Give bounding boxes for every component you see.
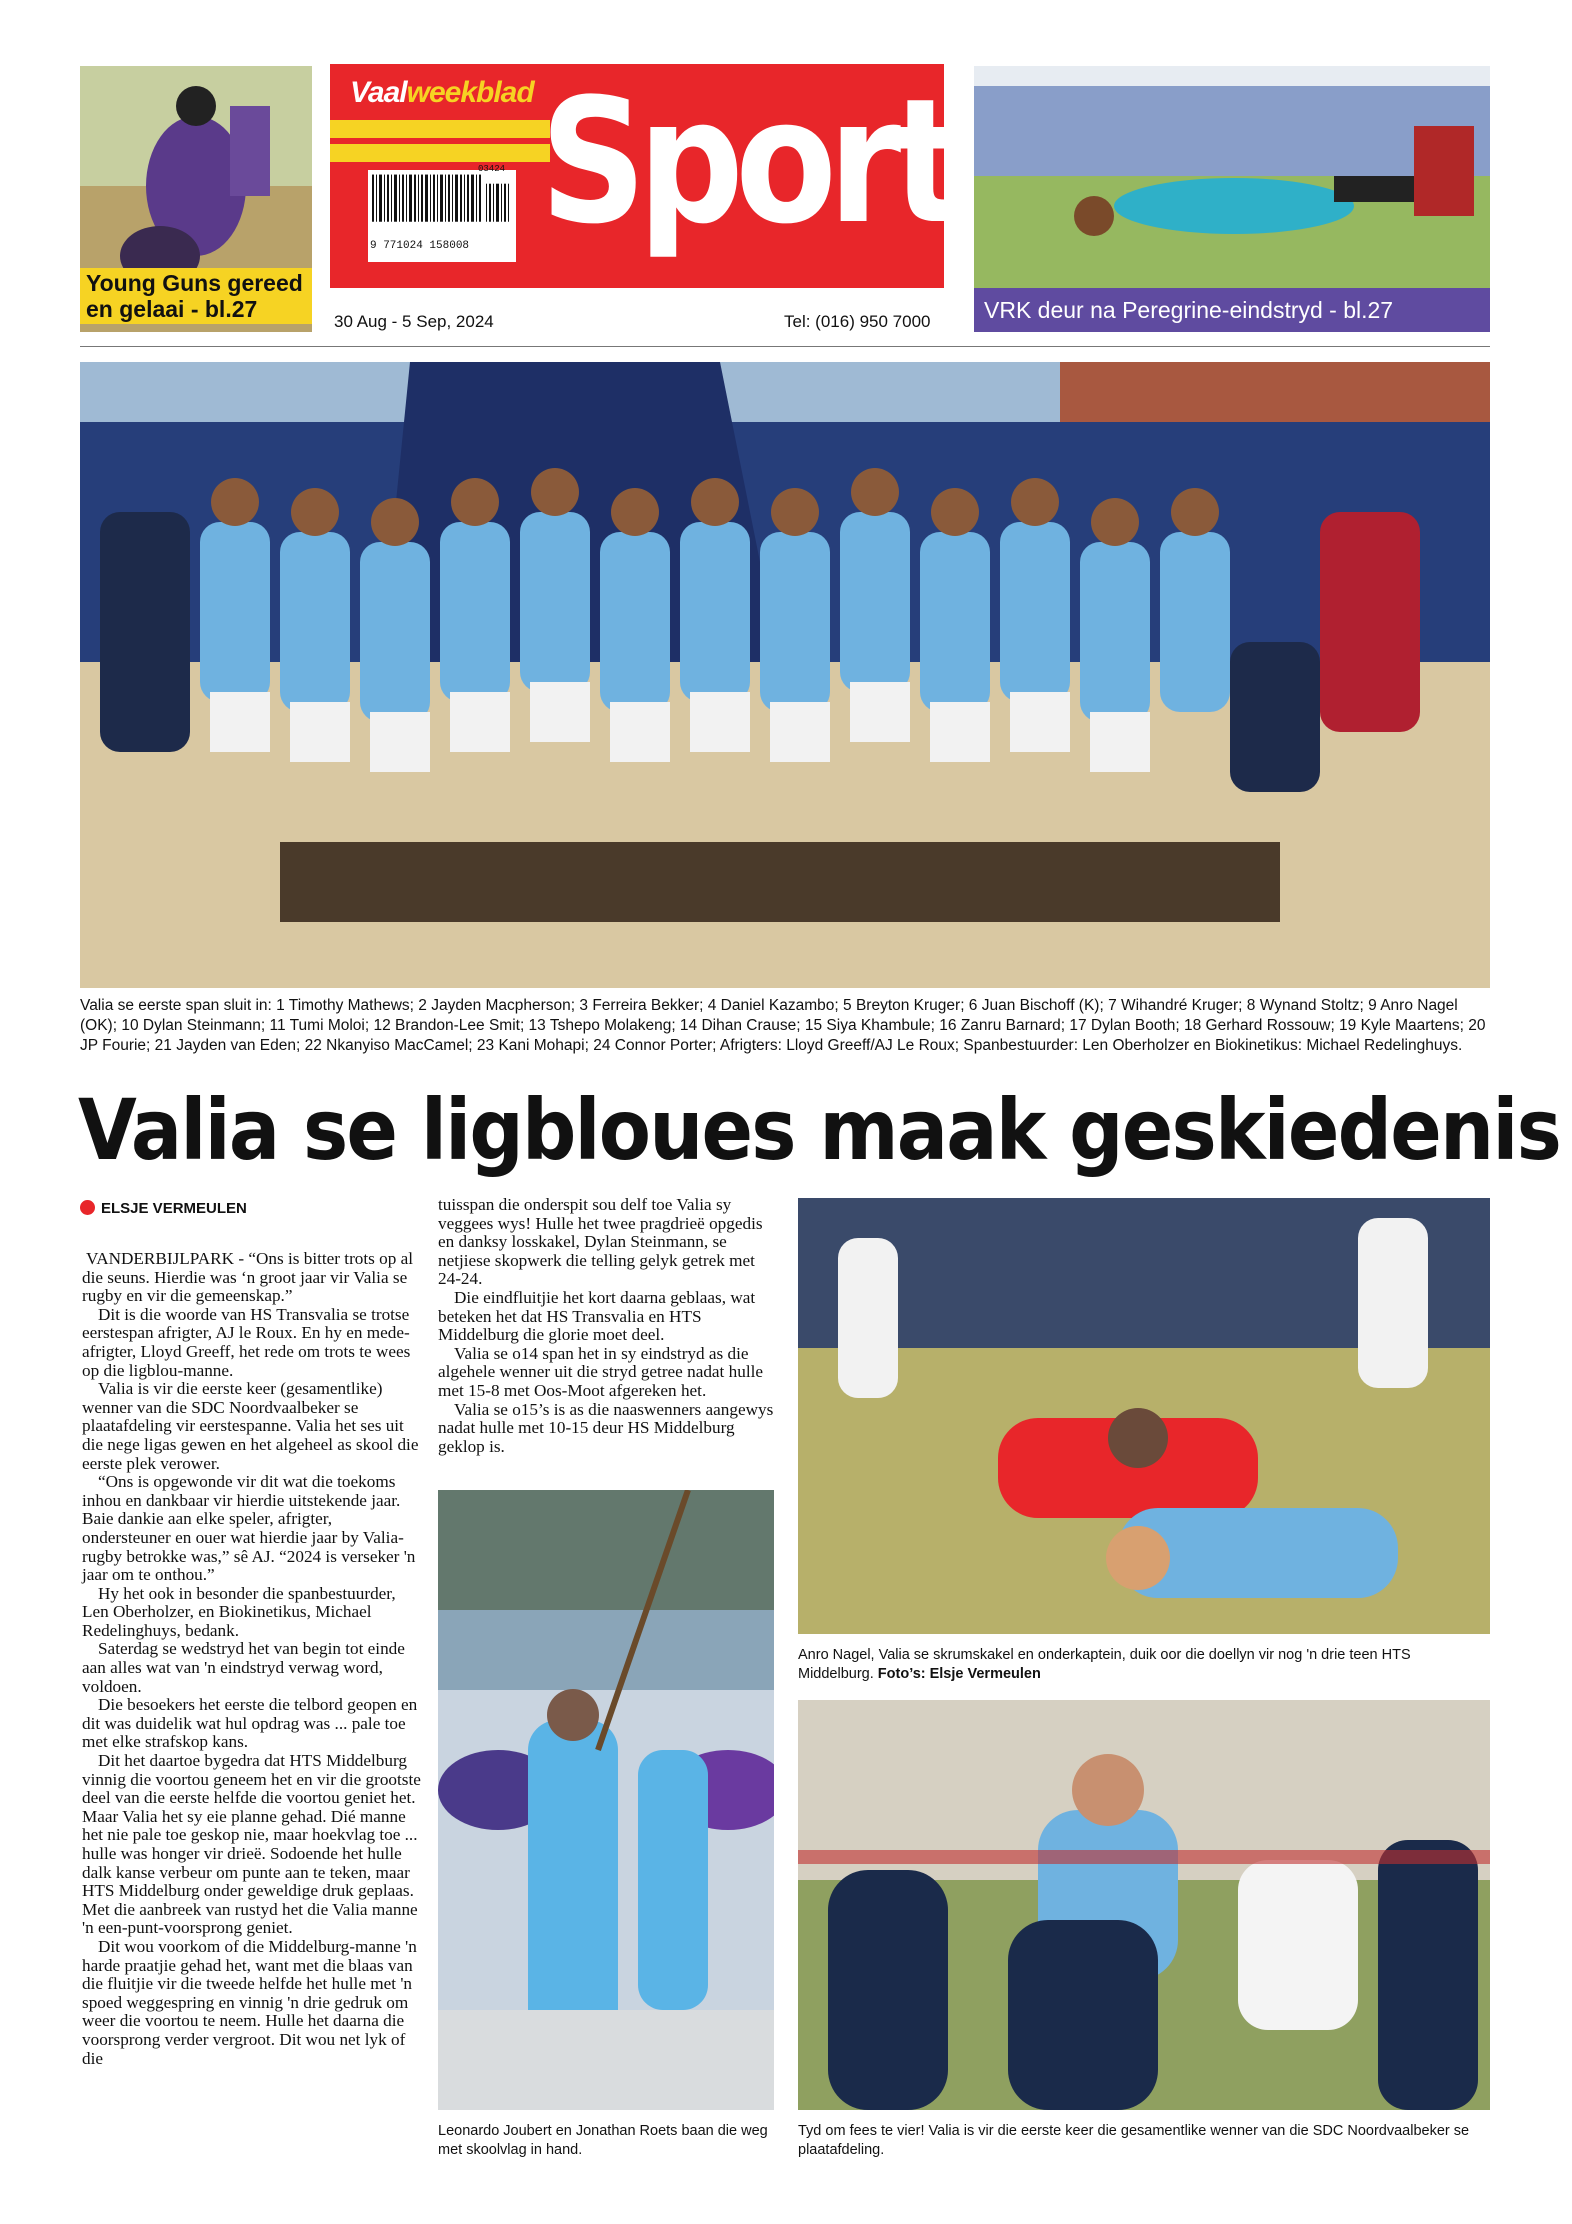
section-title: Sport (540, 61, 955, 262)
brand-vaal: Vaal (350, 76, 407, 109)
celebration-photo (798, 1700, 1490, 2110)
brand-weekblad: weekblad (406, 76, 534, 109)
masthead (330, 61, 955, 288)
paragraph: Saterdag se wedstryd het van begin tot einde aan alles wat van 'n eindstryd verwag word, voldoen. (82, 1639, 405, 1696)
paragraph: Valia se o14 span het in sy eindstryd as die algehele wenner uit die stryd getree nadat hulle met 15-8 met Oos-Moot afgereken het. (438, 1343, 763, 1400)
paragraph: Die eindfluitjie het kort daarna geblaas, wat beteken het dat HS Transvalia en HTS Middelburg die glorie moet deel. (438, 1287, 756, 1345)
paragraph: Valia se o15’s is as die naaswenners aangewys nadat hulle met 10-15 deur HS Middelburg geklop is. (438, 1399, 774, 1456)
team-celebration-photo (80, 362, 1490, 988)
promo-right-caption[interactable]: VRK deur na Peregrine-eindstryd - bl.27 (974, 288, 1490, 332)
article-column-2 (438, 1196, 778, 1456)
issue-code: 03424 (478, 164, 506, 174)
celebration-photo-caption: Tyd om fees te vier! Valia is vir die eerste keer die gesamentlike wenner van die SDC Noordvaalbeker se plaatafdeling. (798, 2123, 1470, 2158)
article-headline: Valia se ligbloues maak geskiedenis (78, 1081, 1561, 1179)
paragraph: “Ons is opgewonde vir dit wat die toekoms inhou en dankbaar vir hierdie uitstekende jaar. Baie dankie aan elke speler, afrigter, ondersteuner en ouer wat hierdie jaar by Valia-rugby betrokke was,” sê AJ. “2024 is verseker 'n jaar om te onthou.” (82, 1472, 416, 1585)
masthead-stripe (330, 144, 550, 162)
flag-photo-caption: Leonardo Joubert en Jonathan Roets baan die weg met skoolvlag in hand. (438, 2123, 768, 2158)
paragraph: Dit wou voorkom of die Middelburg-manne 'n harde praatjie gehad het, want met die blaas van die fluitjie vir die tweede helfde het hulle met 'n spoed weggespring en vinnig 'n drie gedruk om weer die voortou te neem. Hulle het daarna die voorsprong verder vergroot. Dit wou net lyk of die (82, 1936, 417, 2068)
promo-left-caption[interactable] (80, 268, 312, 324)
promo-photo-vrk-try (974, 66, 1490, 288)
team-photo-caption: Valia se eerste span sluit in: 1 Timothy Mathews; 2 Jayden Macpherson; 3 Ferreira Bekker; 4 Daniel Kazambo; 5 Breyton Kruger; 6 Juan Bischoff (K); 7 Wihandré Kruger; 8 Wynand Stoltz; 9 Anro Nagel (OK); 10 Dylan Steinmann; 11 Tumi Moloi; 12 Brandon-Lee Smit; 13 Tshepo Molakeng; 14 Dihan Crause; 15 Siya Khambule; 16 Zanru Barnard; 17 Dylan Booth; 18 Gerhard Rossouw; 19 Kyle Maartens; 20 JP Fourie; 21 Jayden van Eden; 22 Nkanyiso MacCamel; 23 Kani Mohapi; 24 Connor Porter; Afrigters: Lloyd Greeff/AJ Le Roux; Spanbestuurder: Len Oberholzer en Biokinetikus: Michael Redelinghuys. (80, 997, 1486, 1054)
telephone: Tel: (016) 950 7000 (784, 312, 931, 331)
article-column-1 (82, 1250, 422, 2068)
try-photo-caption (798, 1646, 1490, 1684)
paragraph: Hy het ook in besonder die spanbestuurder, Len Oberholzer, en Biokinetikus, Michael Redelinghuys, bedank. (82, 1583, 396, 1640)
brand-logo (350, 76, 534, 110)
paragraph: Valia is vir die eerste keer (gesamentlike) wenner van die SDC Noordvaalbeker se plaatafdeling vir eerstespanne. Valia het ses uit die nege ligas gewen en het algeheel as skool die eerste plek verower. (82, 1379, 419, 1473)
try-dive-photo (798, 1198, 1490, 1634)
divider (80, 346, 1490, 347)
bullet-icon (80, 1200, 95, 1215)
flag-bearer-photo (438, 1490, 774, 2110)
issue-date: 30 Aug - 5 Sep, 2024 (334, 312, 494, 331)
promo-left-caption-line2: en gelaai - bl.27 (86, 296, 258, 322)
masthead-stripe (330, 120, 550, 138)
paragraph: tuisspan die onderspit sou delf toe Valia sy veggees wys! Hulle het twee pragdrieë opgedis en danksy losskakel, Dylan Steinmann, se netjiese skopwerk die telling gelyk getrek met 24-24. (438, 1195, 763, 1289)
paragraph: Dit het daartoe bygedra dat HTS Middelburg vinnig die voortou geneem het en vir die grootste deel van die eerste helfde die voortou geniet het. Maar Valia het sy eie planne gehad. Dié manne het nie pale toe geskop nie, maar hoekvlag toe ... hulle was honger vir drieë. Sodoende het hulle dalk kanse verbeur om punte aan te teken, maar HTS Middelburg onder geweldige druk geplaas. Met die aanbreek van rustyd het die Valia manne 'n een-punt-voorsprong geniet. (82, 1751, 421, 1938)
paragraph: VANDERBIJLPARK - “Ons is bitter trots op al die seuns. Hierdie was ‘n groot jaar vir Valia se rugby en vir die gemeenskap.” (82, 1249, 414, 1306)
try-caption-text: Anro Nagel, Valia se skrumskakel en onderkaptein, duik oor die doellyn vir nog 'n drie teen HTS Middelburg. (798, 1647, 1411, 1682)
byline (80, 1200, 247, 1217)
barcode-number: 9 771024 158008 (370, 240, 470, 252)
paragraph: Die besoekers het eerste die telbord geopen en dit was duidelik wat hul opdrag was ... pale toe met elke strafskop kans. (82, 1695, 418, 1752)
paragraph: Dit is die woorde van HS Transvalia se trotse eerstespan afrigter, AJ le Roux. En hy en mede-afrigter, Lloyd Greeff, het rede om trots te wees op die ligblou-manne. (82, 1304, 411, 1380)
promo-left-caption-line1: Young Guns gereed (86, 270, 303, 296)
byline-author: ELSJE VERMEULEN (101, 1200, 247, 1217)
photo-credit: Foto’s: Elsje Vermeulen (877, 1666, 1041, 1682)
